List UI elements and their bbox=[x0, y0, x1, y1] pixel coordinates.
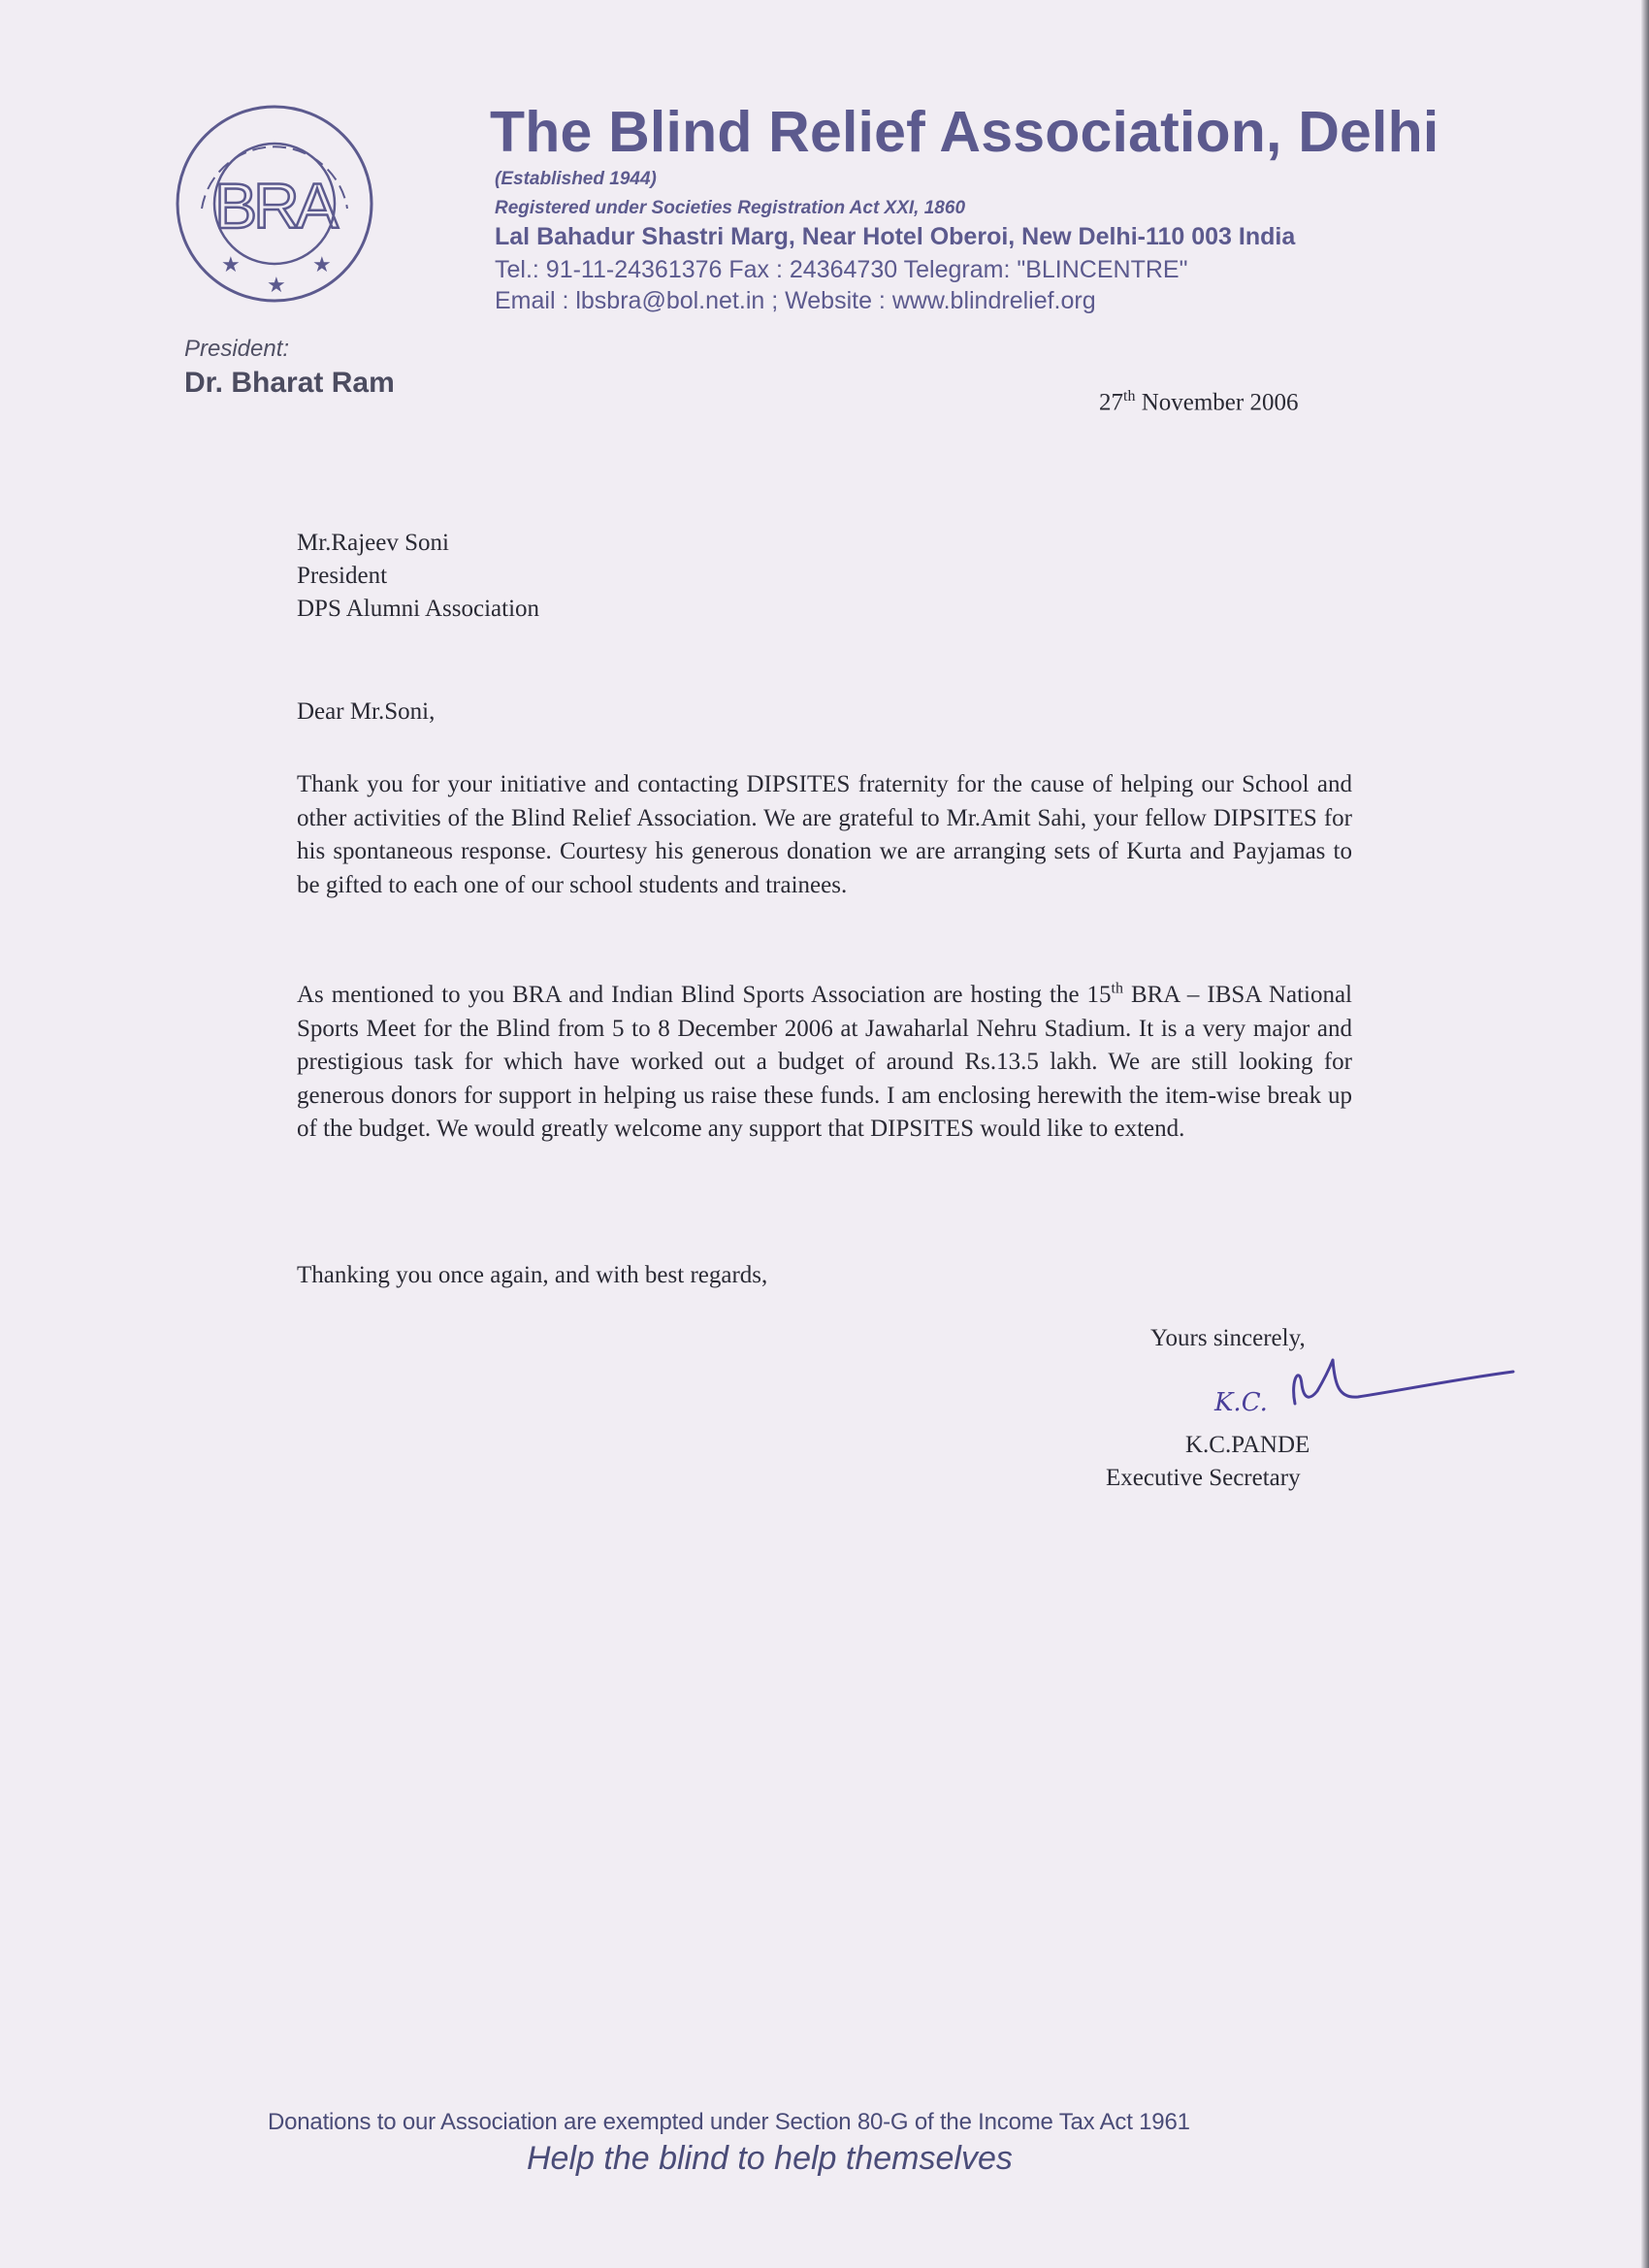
org-name: The Blind Relief Association, Delhi bbox=[490, 100, 1439, 164]
date-suffix: th bbox=[1123, 388, 1136, 405]
recipient-name: Mr.Rajeev Soni bbox=[297, 530, 449, 556]
email-line: Email : lbsbra@bol.net.in ; Website : www.blindrelief.org bbox=[495, 287, 1096, 314]
para2-part-a: As mentioned to you BRA and Indian Blind Sports Association are hosting the 15 bbox=[297, 982, 1112, 1008]
recipient-organization: DPS Alumni Association bbox=[297, 596, 540, 622]
address-line: Lal Bahadur Shastri Marg, Near Hotel Oberoi, New Delhi-110 003 India bbox=[495, 223, 1296, 250]
handwritten-signature bbox=[1203, 1341, 1523, 1418]
body-paragraph-2 bbox=[297, 979, 1352, 1147]
signer-title: Executive Secretary bbox=[1106, 1465, 1301, 1491]
svg-text:★: ★ bbox=[312, 253, 332, 277]
para2-superscript: th bbox=[1111, 980, 1123, 997]
svg-text:★: ★ bbox=[221, 253, 241, 277]
closing: Yours sincerely, bbox=[1150, 1325, 1306, 1351]
logo-text: BRA bbox=[214, 170, 335, 242]
recipient-title: President bbox=[297, 563, 388, 589]
registered-line: Registered under Societies Registration Act XXI, 1860 bbox=[495, 198, 966, 218]
footer-tax-note: Donations to our Association are exempted under Section 80-G of the Income Tax Act 1961 bbox=[268, 2109, 1190, 2135]
president-name: Dr. Bharat Ram bbox=[184, 367, 395, 399]
established-line: (Established 1944) bbox=[495, 169, 657, 189]
signer-name: K.C.PANDE bbox=[1185, 1432, 1310, 1458]
signature-initials: K.C. bbox=[1214, 1388, 1268, 1417]
para2-part-b: BRA – IBSA National Sports Meet for the Blind from 5 to 8 December 2006 at Jawaharlal Nehru Stadium. It is a very major and prestigious task for which have worked out a budget of around Rs.13.5 lakh. We are still looking for generous donors for support in helping us raise these funds. I am enclosing herewith the item-wise break up of the budget. We would greatly welcome any support that DIPSITES would like to extend. bbox=[297, 982, 1353, 1142]
date-rest: November 2006 bbox=[1135, 389, 1299, 416]
svg-text:★: ★ bbox=[267, 274, 286, 298]
phone-line: Tel.: 91-11-24361376 Fax : 24364730 Telegram: "BLINCENTRE" bbox=[495, 256, 1188, 283]
bra-logo-seal bbox=[173, 102, 376, 306]
date-day: 27 bbox=[1099, 389, 1123, 416]
page-edge-shadow bbox=[1641, 0, 1649, 2268]
letter-date bbox=[1099, 388, 1298, 416]
footer-slogan: Help the blind to help themselves bbox=[527, 2140, 1013, 2177]
body-paragraph-1: Thank you for your initiative and contacting DIPSITES fraternity for the cause of helping our School and other activities of the Blind Relief Association. We are grateful to Mr.Amit Sahi, your fellow DIPSITES for his spontaneous response. Courtesy his generous donation we are arranging sets of Kurta and Payjamas to be gifted to each one of our school students and trainees. bbox=[297, 771, 1352, 898]
president-label: President: bbox=[184, 336, 290, 362]
body-paragraph-3: Thanking you once again, and with best regards, bbox=[297, 1262, 768, 1288]
salutation: Dear Mr.Soni, bbox=[297, 698, 436, 725]
